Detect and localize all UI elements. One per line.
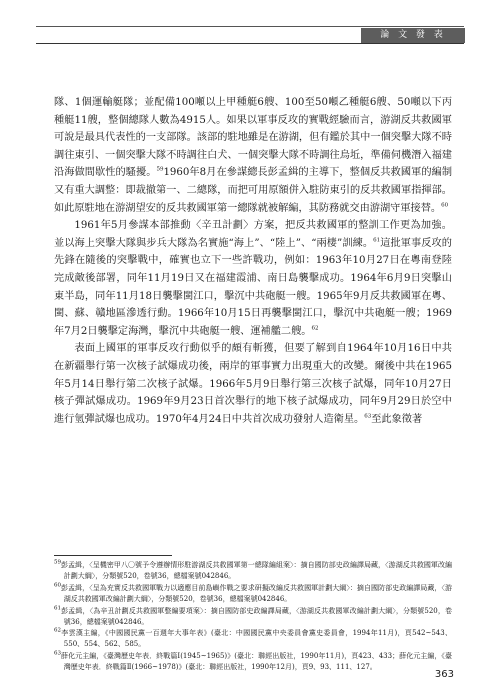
footnote-text: 薛化元主編，《臺灣歷史年表．終戰篇Ⅰ(1945~1965)》(臺北：聯經出版社，1990年11月)，頁423、433；薛化元主編，《臺灣歷史年表．終戰篇Ⅱ(1966~1978)》(臺北：聯經出版社，1990年12月)，頁9、93、111、127。 — [61, 652, 452, 672]
footnote-separator — [54, 555, 172, 556]
footnote-ref: 59 — [156, 166, 164, 173]
paragraph — [54, 94, 452, 217]
footnote-ref: 63 — [364, 413, 372, 420]
paragraph-text: 1961年5月參謀本部推動〈辛丑計劃〉方案，把反共救國軍的整訓工作更為加強。並以海上突擊大隊與步兵大隊為名實施“海上”、“陸上”、“兩棲”訓練。 — [54, 220, 452, 249]
paragraph-text: 隊、1個運輸艇隊；並配備100噸以上甲種艇6艘、100至50噸乙種艇6艘、50噸以下丙種艇11艘，整個總隊人數為4915人。如果以軍事反攻的實戰經驗而言，游湖反共救國軍可說是最具代表性的一支部隊。該部的駐地雖是在游湖，但有鑑於其中一個突擊大隊不時調往東引、一個突擊大隊不時調往白犬、一個突擊大隊不時調往烏坵，準備伺機潛入福建沿海做間歇性的騷擾。 — [54, 97, 452, 179]
footnote-number: 59 — [54, 559, 61, 566]
paragraph — [54, 217, 452, 340]
paragraph-text: 至此象徵著 — [371, 413, 423, 425]
page-number: 363 — [434, 669, 454, 680]
footnote-ref: 60 — [441, 202, 449, 209]
footnote-text: 彭孟緝，〈呈機密甲八〇號予令遵辦情形駐游湖反共救國軍第一總隊編組案〉：摘自國防部史政編譯局藏，〈游湖反共救國軍改編計劃大綱〉，分類號520，卷號36，總檔案號042846。 — [61, 561, 452, 580]
body-text — [54, 94, 452, 428]
footnote — [54, 628, 452, 650]
footnote — [54, 651, 452, 673]
paragraph-text: 表面上國軍的軍事反攻行動似乎的頗有斬獲，但要了解到自1964年10月16日中共在新疆舉行第一次核子試爆成功後，兩岸的軍事實力出現重大的改變。爾後中共在1965年5月14日舉行第二次核子試爆。1966年5月9日舉行第三次核子試爆，同年10月27日核子彈試爆成功。1969年9月23日首次舉行的地下核子試爆成功，同年9月29日於空中進行氫彈試爆也成功。1970年4月24日中共首次成功發射人造衛星。 — [54, 343, 452, 425]
footnote-number: 61 — [54, 605, 61, 612]
footnote-number: 62 — [54, 628, 61, 635]
section-tag: 論 文 發 表 — [361, 28, 465, 43]
footnote-text: 彭孟緝，〈為辛丑計劃反共救國軍整編要項案〉：摘自國防部史政編譯局藏，〈游湖反共救國軍改編計劃大綱〉，分類號520，卷號36，總檔案號042846。 — [61, 606, 452, 626]
footnote-ref: 62 — [311, 325, 319, 332]
footnote-text: 彭孟緝，〈呈為充實反共救國軍戰力以適應目前島嶼作戰之要求研擬改編反共救國軍計劃大綱〉：摘自國防部史政編譯局藏，〈游湖反共救國軍改編計劃大綱〉，分類號520，卷號36，總檔案號042846。 — [61, 583, 452, 603]
footnote — [54, 583, 452, 605]
paragraph-text: 1960年8月在參謀總長彭孟緝的主導下，整個反共救國軍的編制又有重大調整：即裁撤第一、二總隊，而把可用原額併入駐防東引的反共救國軍指揮部。如此原駐地在游湖望安的反共救國軍第一總隊就被解編，其防務就交由游湖守軍接替。 — [54, 167, 453, 214]
footnote-number: 63 — [54, 650, 61, 657]
footnote-text: 李雲漢主編，《中國國民黨一百週年大事年表》(臺北：中國國民黨中央委員會黨史委員會，1994年11月)，頁542~543、550、554、562、585。 — [61, 629, 452, 649]
paragraph-text: 這批軍事反攻的先鋒在隨後的突擊戰中，確實也立下一些許戰功，例如：1963年10月27日在粵南登陸完成敵後部署，同年11月19日又在福建霞浦、南日島襲擊成功。1964年6月9日突擊山東半島，同年11月18日襲擊閩江口，擊沉中共砲艇一艘。1965年9月反共救國軍在粵、閩、蘇、贛地區滲透行動。1966年10月15日再襲擊閩江口，擊沉中共砲艇一艘；1969年7月2日襲擊定海灣，擊沉中共砲艇一艘、運補艦二艘。 — [54, 237, 452, 337]
footnote-ref: 61 — [373, 237, 381, 244]
footnote — [54, 606, 452, 628]
header-rule-bottom — [36, 43, 464, 44]
footnote-number: 60 — [54, 582, 61, 589]
footnotes — [54, 560, 452, 674]
header-rule-top — [36, 26, 464, 27]
footnote — [54, 560, 452, 582]
paragraph — [54, 340, 452, 428]
